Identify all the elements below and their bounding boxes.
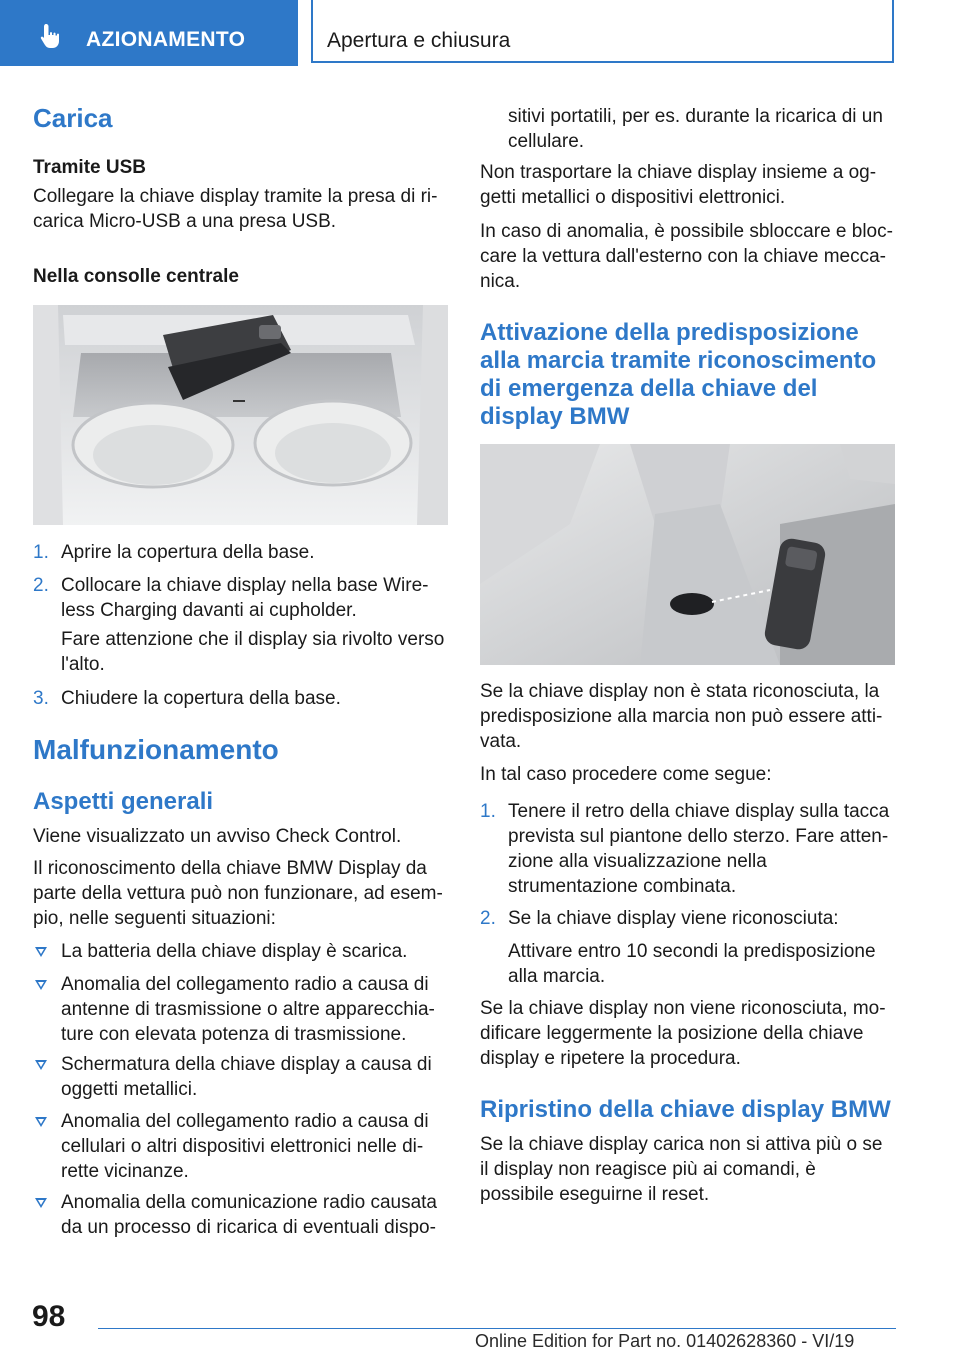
paragraph-anomalia: In caso di anomalia, è possibile sbloccare e bloc-care la vettura dall'esterno con la chiave mecca-nica. xyxy=(480,221,893,292)
heading-consolle: Nella consolle centrale xyxy=(33,266,239,287)
bullet-triangle-icon xyxy=(35,1198,47,1208)
step-number: 3. xyxy=(33,688,49,709)
bullet-triangle-icon xyxy=(35,1117,47,1127)
step-text: Attivare entro 10 secondi la predisposizione alla marcia. xyxy=(508,941,876,987)
bullet-triangle-icon xyxy=(35,947,47,957)
step-number: 1. xyxy=(33,542,49,563)
heading-ripristino: Ripristino della chiave display BMW xyxy=(480,1096,891,1123)
section-tab-label: AZIONAMENTO xyxy=(86,28,246,51)
console-figure xyxy=(33,305,448,525)
bullet-text: La batteria della chiave display è scarica. xyxy=(61,941,408,962)
step-text: Collocare la chiave display nella base Wire-less Charging davanti ai cupholder. xyxy=(61,575,429,621)
hand-pointer-icon xyxy=(38,22,66,50)
footer-rule xyxy=(98,1328,896,1329)
step-text: Se la chiave display viene riconosciuta: xyxy=(508,908,839,929)
heading-usb: Tramite USB xyxy=(33,157,146,178)
paragraph-check-control: Viene visualizzato un avviso Check Control. xyxy=(33,826,402,847)
paragraph-non-riconosciuta: Se la chiave display non è stata riconosciuta, la predisposizione alla marcia non può essere atti-vata. xyxy=(480,681,883,752)
paragraph-riconoscimento: Il riconoscimento della chiave BMW Display da parte della vettura può non funzionare, ad esem-pio, nelle seguenti situazioni: xyxy=(33,858,443,929)
bullet-text: Anomalia del collegamento radio a causa di antenne di trasmissione o altre apparecchia-ture con elevata potenza di trasmissione. xyxy=(61,974,435,1045)
steering-figure xyxy=(480,444,895,665)
bullet-text: Anomalia del collegamento radio a causa di cellulari o altri dispositivi elettronici nelle di-rette vicinanze. xyxy=(61,1111,429,1182)
heading-carica: Carica xyxy=(33,103,113,133)
paragraph-procedere: In tal caso procedere come segue: xyxy=(480,764,772,785)
footer-edition: Online Edition for Part no. 01402628360 - VI/19 xyxy=(475,1331,855,1351)
bullet-triangle-icon xyxy=(35,980,47,990)
chapter-header xyxy=(311,0,894,63)
bullet-text: Anomalia della comunicazione radio causata da un processo di ricarica di eventuali dispo- xyxy=(61,1192,438,1238)
step-text: Chiudere la copertura della base. xyxy=(61,688,341,709)
heading-aspetti: Aspetti generali xyxy=(33,788,214,815)
step-number: 2. xyxy=(33,575,49,596)
paragraph-usb: Collegare la chiave display tramite la presa di ri-carica Micro-USB a una presa USB. xyxy=(33,186,438,232)
paragraph-metal: Non trasportare la chiave display insieme a og-getti metallici o dispositivi elettronici. xyxy=(480,162,877,208)
bullet-text: sitivi portatili, per es. durante la ricarica di un cellulare. xyxy=(508,106,883,152)
step-number: 1. xyxy=(480,801,496,822)
bullet-triangle-icon xyxy=(35,1060,47,1070)
bullet-text: Schermatura della chiave display a causa di oggetti metallici. xyxy=(61,1054,432,1100)
section-tab[interactable] xyxy=(0,0,298,66)
heading-malfunzionamento: Malfunzionamento xyxy=(33,734,279,765)
chapter-title: Apertura e chiusura xyxy=(327,29,511,52)
paragraph-reset: Se la chiave display carica non si attiva più o se il display non reagisce più ai comandi, è possibile eseguirne il reset. xyxy=(480,1134,883,1205)
paragraph-modificare: Se la chiave display non viene riconosciuta, mo-dificare leggermente la posizione della chiave display e ripetere la procedura. xyxy=(480,998,886,1069)
step-text: Fare attenzione che il display sia rivolto verso l'alto. xyxy=(61,629,445,675)
step-number: 2. xyxy=(480,908,496,929)
heading-attivazione: Attivazione della predisposizione alla marcia tramite riconoscimento di emergenza della chiave del display BMW xyxy=(480,319,877,430)
step-text: Tenere il retro della chiave display sulla tacca prevista sul piantone dello sterzo. Fare atten-zione alla visualizzazione nella strumentazione combinata. xyxy=(508,801,890,897)
page-number: 98 xyxy=(32,1300,66,1333)
steering-illustration xyxy=(480,444,895,665)
step-text: Aprire la copertura della base. xyxy=(61,542,315,563)
console-illustration xyxy=(33,305,448,525)
